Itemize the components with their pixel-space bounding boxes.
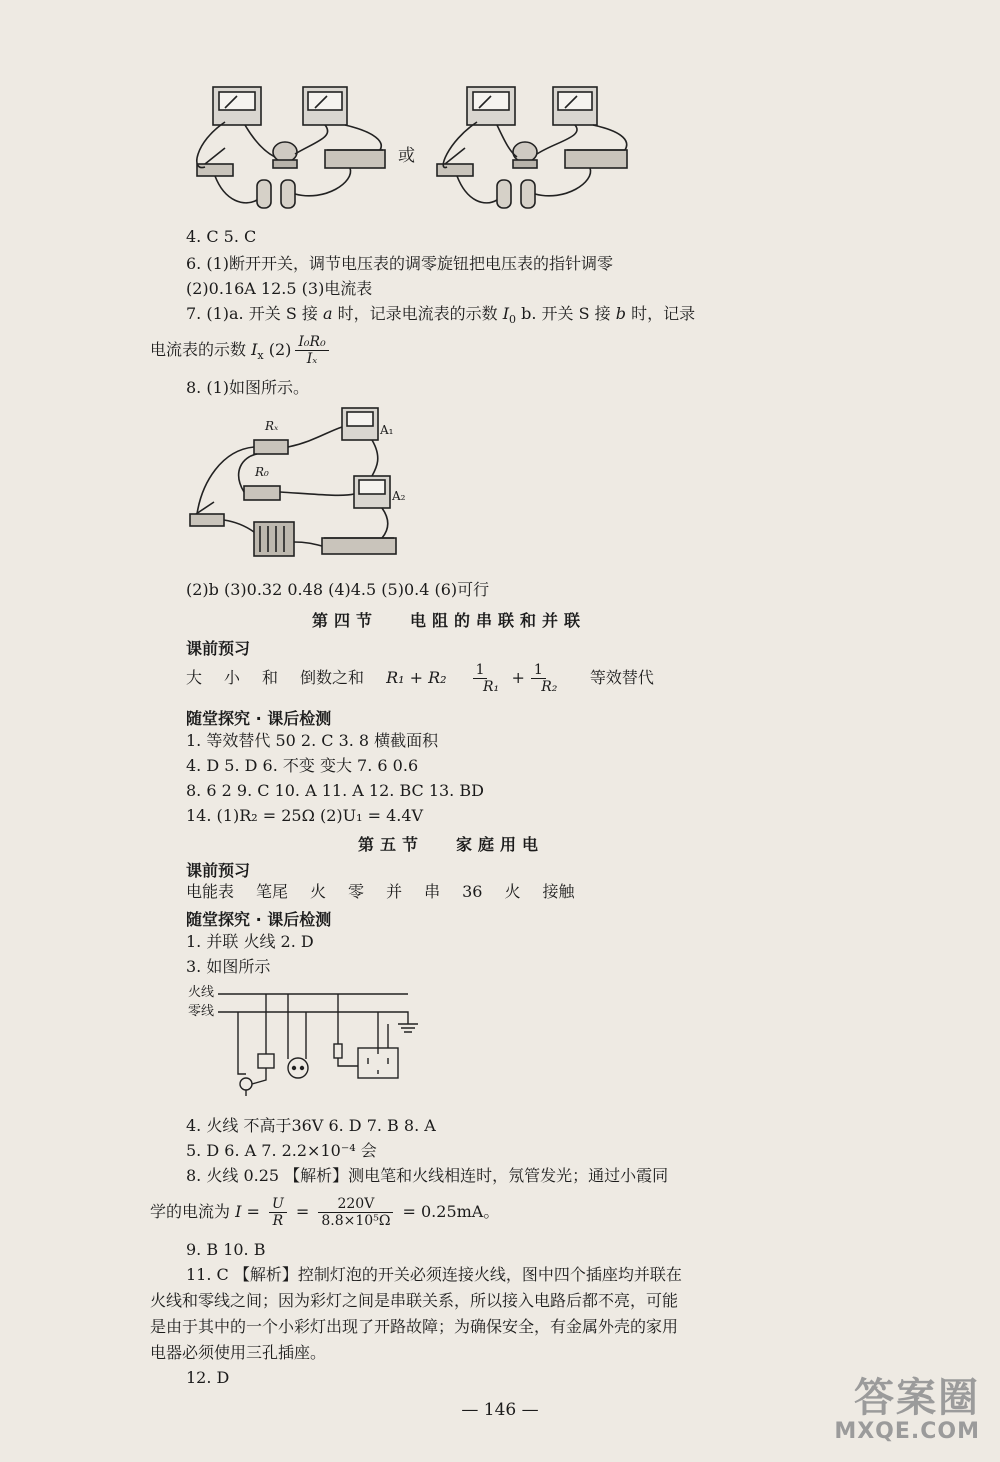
household-wiring-diagram (218, 984, 428, 1104)
label-a1: A₁ (380, 423, 394, 437)
section-4-check-heading: 随堂探究 · 课后检测 (186, 709, 332, 728)
section-5-answer-9-10: 9. B 10. B (186, 1240, 266, 1259)
label-r0: R₀ (255, 465, 269, 479)
answer-7: 7. (1)a. 开关 S 接 a 时，记录电流表的示数 $I_0$ b. 开关 S 接 b 时，记录 (186, 304, 696, 327)
label-neutral-wire: 零线 (188, 1004, 215, 1019)
section-5-answer-8-cont: 学的电流为 I = $\frac{U}{R}$ = $\frac{220V}{\text{8.8×10⁵Ω}}$ = 0.25mA。 (150, 1196, 500, 1229)
section-5-answer-12: 12. D (186, 1368, 230, 1387)
section-5-answer-8: 8. 火线 0.25 【解析】测电笔和火线相连时，氖管发光；通过小霞同 (186, 1166, 669, 1185)
section-5-answer-11-cont-3: 电器必须使用三孔插座。 (150, 1343, 327, 1362)
section-4-answer-2: 4. D 5. D 6. 不变 变大 7. 6 0.6 (186, 756, 419, 775)
section-5-title: 第五节 家庭用电 (358, 835, 545, 854)
watermark-url: MXQE.COM (834, 1419, 980, 1444)
section-5-answer-1: 1. 并联 火线 2. D (186, 932, 314, 951)
section-5-answer-4: 4. 火线 不高于36V 6. D 7. B 8. A (186, 1116, 436, 1135)
section-5-answer-5: 5. D 6. A 7. 2.2×10⁻⁴ 会 (186, 1141, 377, 1160)
section-4-preview-heading: 课前预习 (186, 639, 251, 658)
section-4-title: 第四节 电阻的串联和并联 (312, 611, 587, 630)
section-5-preview-heading: 课前预习 (186, 861, 251, 880)
answer-8-cont: (2)b (3)0.32 0.48 (4)4.5 (5)0.4 (6)可行 (186, 580, 490, 599)
section-5-answer-11-cont-2: 是由于其中的一个小彩灯出现了开路故障；为确保安全，有金属外壳的家用 (150, 1317, 679, 1336)
fraction-i0r0-over-ix: $\frac{\text{I₀R₀}}{\text{Iₓ}}$ (295, 334, 328, 367)
answer-7-cont: 电流表的示数 $I_x$ (2) $\frac{\text{I₀R₀}}{\text{Iₓ}}$ (150, 332, 333, 374)
section-4-answer-3: 8. 6 2 9. C 10. A 11. A 12. BC 13. BD (186, 781, 484, 800)
label-rx: Rₓ (265, 419, 279, 433)
section-5-answer-11-cont-1: 火线和零线之间；因为彩灯之间是串联关系，所以接入电路后都不亮，可能 (150, 1291, 679, 1310)
watermark (834, 1377, 980, 1444)
section-5-answer-11: 11. C 【解析】控制灯泡的开关必须连接火线，图中四个插座均并联在 (186, 1265, 682, 1284)
section-5-preview-answers: 电能表 笔尾 火 零 并 串 36 火 接触 (186, 882, 575, 901)
label-live-wire: 火线 (188, 985, 215, 1000)
label-a2: A₂ (392, 489, 406, 503)
or-label: 或 (398, 146, 415, 166)
section-4-answer-1: 1. 等效替代 50 2. C 3. 8 横截面积 (186, 731, 439, 750)
answer-8: 8. (1)如图所示。 (186, 378, 310, 397)
section-5-answer-3: 3. 如图所示 (186, 957, 271, 976)
section-4-answer-4: 14. (1)R₂ = 25Ω (2)U₁ = 4.4V (186, 806, 424, 825)
section-5-check-heading: 随堂探究 · 课后检测 (186, 910, 332, 929)
page-number: — 146 — (461, 1400, 539, 1420)
section-4-preview-answers: 大 小 和 倒数之和 R₁ + R₂ $\frac{1}{\text{R₁}}$ + $\frac{1}{\text{R₂}}$ 等效替代 (186, 662, 654, 695)
watermark-title: 答案圈 (854, 1375, 980, 1421)
answer-6: 6. (1)断开开关，调节电压表的调零旋钮把电压表的指针调零 (186, 254, 614, 273)
answer-6-cont: (2)0.16A 12.5 (3)电流表 (186, 279, 373, 298)
answer-4-5: 4. C 5. C (186, 227, 257, 246)
